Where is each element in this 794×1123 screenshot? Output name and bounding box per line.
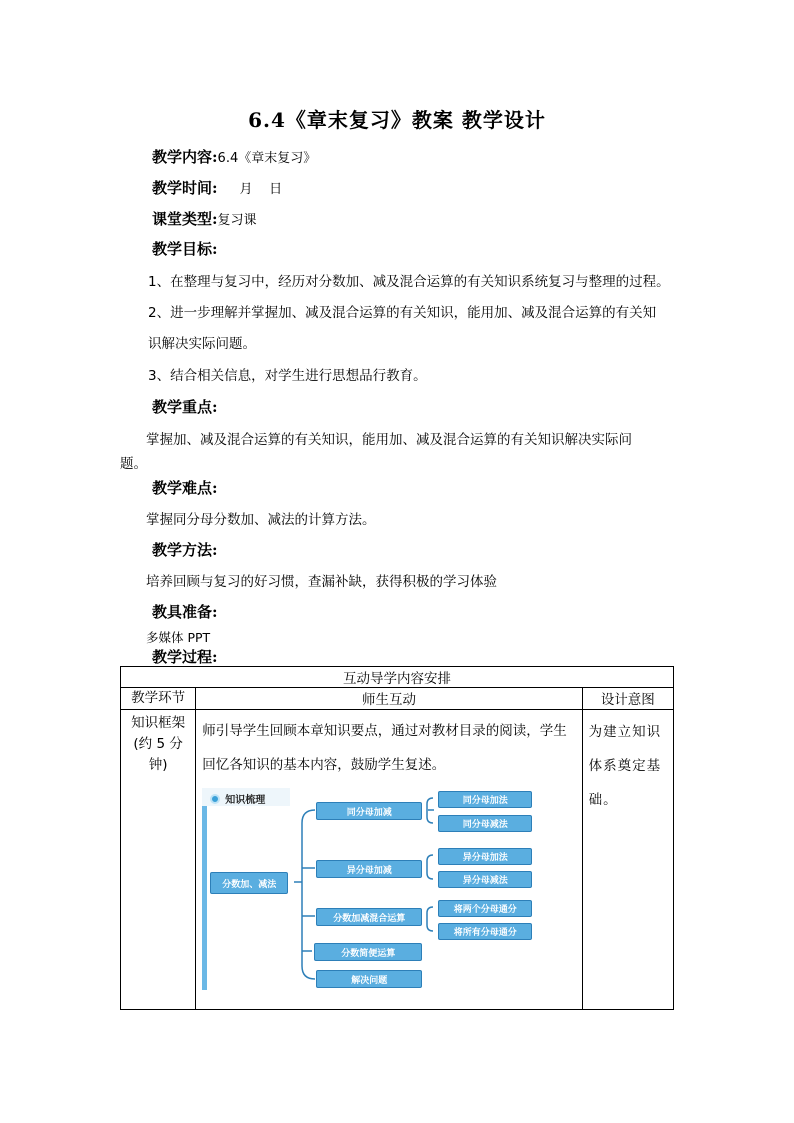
leaf-brace — [427, 907, 433, 931]
method-label: 教学方法: — [152, 541, 218, 559]
mindmap-branch: 同分母加减 — [316, 802, 422, 820]
table-caption: 互动导学内容安排 — [121, 667, 674, 688]
type-value: 复习课 — [217, 213, 257, 228]
header-interaction: 师生互动 — [196, 688, 582, 710]
type-row — [152, 208, 257, 229]
process-label: 教学过程: — [152, 648, 218, 666]
knowledge-mindmap — [202, 788, 534, 990]
objectives-label: 教学目标: — [152, 240, 218, 258]
interaction-cell — [196, 710, 582, 1010]
time-row — [152, 177, 282, 198]
table-row — [121, 710, 674, 1010]
keypoint-text: 题。 — [120, 456, 147, 472]
difficulty-label: 教学难点: — [152, 479, 218, 497]
tools-text: 多媒体 PPT — [146, 630, 211, 645]
time-label: 教学时间: — [152, 179, 218, 197]
mindmap-leaf: 异分母加法 — [438, 848, 532, 865]
header-stage: 教学环节 — [121, 688, 196, 710]
method-text: 培养回顾与复习的好习惯，查漏补缺，获得积极的学习体验 — [146, 574, 497, 590]
mindmap-branch: 异分母加减 — [316, 860, 422, 878]
time-value: 月 日 — [239, 182, 283, 197]
intent-cell — [582, 710, 673, 1010]
tools-label: 教具准备: — [152, 603, 218, 621]
keypoint-label: 教学重点: — [152, 398, 218, 416]
process-table — [120, 666, 674, 1010]
page-title: 6.4《章末复习》教案 教学设计 — [248, 108, 546, 132]
mindmap-heading — [210, 791, 265, 806]
header-intent: 设计意图 — [582, 688, 673, 710]
mindmap-branch: 解决问题 — [316, 970, 422, 988]
mindmap-leaf: 同分母加法 — [438, 791, 532, 808]
objective-item: 3、结合相关信息，对学生进行思想品行教育。 — [148, 368, 427, 384]
content-label: 教学内容: — [152, 148, 218, 166]
interaction-text: 师引导学生回顾本章知识要点，通过对教材目录的阅读，学生回忆各知识的基本内容，鼓励学生复述。 — [202, 723, 567, 773]
keypoint-text: 掌握加、减及混合运算的有关知识，能用加、减及混合运算的有关知识解决实际问 — [146, 432, 632, 448]
mindmap-left-bar — [202, 788, 207, 990]
mindmap-heading-text: 知识梳理 — [225, 795, 266, 806]
objective-item: 2、进一步理解并掌握加、减及混合运算的有关知识，能用加、减及混合运算的有关知 — [148, 305, 657, 321]
intent-text: 为建立知识体系奠定基础。 — [588, 724, 662, 808]
stage-line: 钟) — [148, 757, 168, 773]
content-value: 6.4《章末复习》 — [217, 151, 317, 166]
stage-cell — [121, 710, 196, 1010]
mindmap-branch: 分数加减混合运算 — [316, 908, 422, 926]
type-label: 课堂类型: — [152, 210, 218, 228]
mindmap-root: 分数加、减法 — [210, 872, 288, 894]
difficulty-text: 掌握同分母分数加、减法的计算方法。 — [146, 512, 376, 528]
mindmap-leaf: 同分母减法 — [438, 815, 532, 832]
mindmap-heading-icon — [210, 794, 220, 804]
leaf-brace — [427, 855, 433, 879]
stage-line: 知识框架 — [131, 715, 186, 731]
content-row — [152, 146, 316, 167]
mindmap-leaf: 异分母减法 — [438, 871, 532, 888]
mindmap-leaf: 将两个分母通分 — [438, 900, 532, 917]
stage-line: (约 5 分 — [133, 736, 183, 752]
objective-item: 1、在整理与复习中，经历对分数加、减及混合运算的有关知识系统复习与整理的过程。 — [148, 274, 670, 290]
mindmap-branch: 分数简便运算 — [314, 943, 422, 961]
objective-item: 识解决实际问题。 — [148, 336, 256, 352]
mindmap-leaf: 将所有分母通分 — [438, 923, 532, 940]
